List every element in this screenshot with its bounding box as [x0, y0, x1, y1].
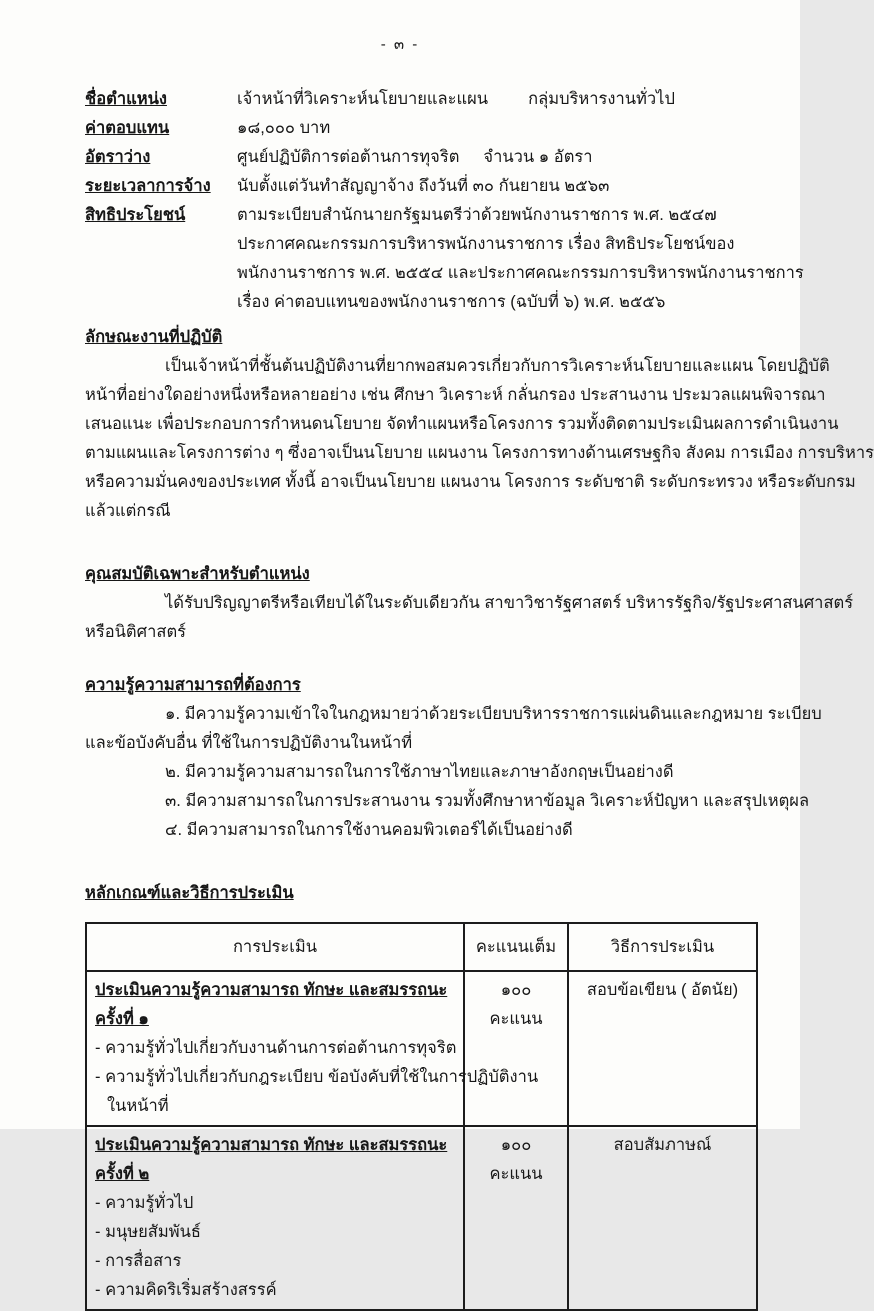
paragraph-line: ตามแผนและโครงการต่าง ๆ ซึ่งอาจเป็นนโยบาย แผนงาน โครงการทางด้านเศรษฐกิจ สังคม การเมือง การบริหาร: [85, 444, 874, 462]
method-cell: สอบข้อเขียน ( อัตนัย): [568, 971, 757, 1126]
field-vacancy-value: [237, 143, 756, 172]
assessment-bullet: - ความรู้ทั่วไปเกี่ยวกับงานด้านการต่อต้านการทุจริต: [95, 1039, 457, 1057]
assessment-title: ประเมินความรู้ความสามารถ ทักษะ และสมรรถนะ ครั้งที่ ๑: [95, 981, 448, 1028]
field-duration-value: นับตั้งแต่วันทำสัญญาจ้าง ถึงวันที่ ๓๐ กันยายน ๒๕๖๓: [237, 177, 610, 195]
benefits-line: เรื่อง ค่าตอบแทนของพนักงานราชการ (ฉบับที่ ๖) พ.ศ. ๒๕๕๖: [237, 293, 666, 311]
benefits-line: ตามระเบียบสำนักนายกรัฐมนตรีว่าด้วยพนักงานราชการ พ.ศ. ๒๕๔๗: [237, 206, 717, 224]
required-knowledge-list: [85, 700, 822, 845]
knowledge-item-continuation: และข้อบังคับอื่น ที่ใช้ในการปฏิบัติงานในหน้าที่: [85, 734, 413, 752]
assessment-cell: [86, 1126, 464, 1310]
assessment-title: ประเมินความรู้ความสามารถ ทักษะ และสมรรถนะ ครั้งที่ ๒: [95, 1136, 448, 1183]
paragraph-line: เสนอแนะ เพื่อประกอบการกำหนดนโยบาย จัดทำแผนหรือโครงการ รวมทั้งติดตามประเมินผลการดำเนินงาน: [85, 415, 839, 433]
field-salary-value: ๑๘,๐๐๐ บาท: [237, 119, 331, 137]
paragraph-line: เป็นเจ้าหน้าที่ชั้นต้นปฏิบัติงานที่ยากพอสมควรเกี่ยวกับการวิเคราะห์นโยบายและแผน โดยปฏิบัติ: [165, 357, 830, 375]
job-description-paragraph: [85, 352, 874, 526]
assessment-bullet: - ความรู้ทั่วไป: [95, 1194, 194, 1212]
evaluation-heading: หลักเกณฑ์และวิธีการประเมิน: [85, 884, 294, 902]
page-content: [85, 85, 874, 1311]
paragraph-line: หรือความมั่นคงของประเทศ ทั้งนี้ อาจเป็นนโยบาย แผนงาน โครงการ ระดับชาติ ระดับกระทรวง หรือระดับกรม: [85, 473, 856, 491]
benefits-line: ประกาศคณะกรรมการบริหารพนักงานราชการ เรื่อง สิทธิประโยชน์ของ: [237, 235, 735, 253]
position-title: เจ้าหน้าที่วิเคราะห์นโยบายและแผน: [237, 90, 489, 108]
table-row: [86, 1126, 757, 1310]
benefits-line: พนักงานราชการ พ.ศ. ๒๕๕๔ และประกาศคณะกรรมการบริหารพนักงานราชการ: [237, 264, 804, 282]
field-position-label: ชื่อตำแหน่ง: [85, 90, 167, 108]
assessment-bullet: - การสื่อสาร: [95, 1252, 182, 1270]
assessment-bullet-continuation: ในหน้าที่: [107, 1097, 169, 1115]
field-benefits-label: สิทธิประโยชน์: [85, 206, 186, 224]
field-benefits-value: [237, 201, 804, 317]
knowledge-item: ๑. มีความรู้ความเข้าใจในกฎหมายว่าด้วยระเบียบบริหารราชการแผ่นดินและกฎหมาย ระเบียบ: [165, 705, 822, 723]
score-cell: ๑๐๐ คะแนน: [464, 971, 568, 1126]
vacancy-unit: ศูนย์ปฏิบัติการต่อต้านการทุจริต: [237, 148, 460, 166]
assessment-bullet: - ความคิดริเริ่มสร้างสรรค์: [95, 1281, 277, 1299]
table-row: [86, 971, 757, 1126]
required-knowledge-heading: ความรู้ความสามารถที่ต้องการ: [85, 676, 301, 694]
qualifications-paragraph: [85, 589, 854, 647]
position-group: กลุ่มบริหารงานทั่วไป: [528, 90, 675, 108]
field-benefits: [85, 201, 804, 317]
field-vacancy: [85, 143, 756, 172]
score-cell: ๑๐๐ คะแนน: [464, 1126, 568, 1310]
evaluation-table: [85, 922, 758, 1311]
paragraph-line: ได้รับปริญญาตรีหรือเทียบได้ในระดับเดียวกัน สาขาวิชารัฐศาสตร์ บริหารรัฐกิจ/รัฐประศาสนศาสตร์: [165, 594, 854, 612]
assessment-bullet: - มนุษยสัมพันธ์: [95, 1223, 201, 1241]
assessment-bullet: - ความรู้ทั่วไปเกี่ยวกับกฎระเบียบ ข้อบังคับที่ใช้ในการปฏิบัติงาน: [95, 1068, 539, 1086]
field-salary-label: ค่าตอบแทน: [85, 119, 170, 137]
page-number: - ๓ -: [380, 36, 420, 53]
paragraph-line: หรือนิติศาสตร์: [85, 623, 187, 641]
header-assessment: การประเมิน: [86, 923, 464, 971]
field-duration: [85, 172, 756, 201]
field-duration-label: ระยะเวลาการจ้าง: [85, 177, 211, 195]
table-header-row: [86, 923, 757, 971]
method-cell: สอบสัมภาษณ์: [568, 1126, 757, 1310]
paragraph-line: แล้วแต่กรณี: [85, 502, 171, 520]
header-max-score: คะแนนเต็ม: [464, 923, 568, 971]
knowledge-item: ๒. มีความรู้ความสามารถในการใช้ภาษาไทยและภาษาอังกฤษเป็นอย่างดี: [165, 763, 674, 781]
field-salary: [85, 114, 756, 143]
vacancy-count: จำนวน ๑ อัตรา: [483, 148, 593, 166]
paragraph-line: หน้าที่อย่างใดอย่างหนึ่งหรือหลายอย่าง เช่น ศึกษา วิเคราะห์ กลั่นกรอง ประสานงาน ประมวลแผนพิจารณา: [85, 386, 826, 404]
knowledge-item: ๔. มีความสามารถในการใช้งานคอมพิวเตอร์ได้เป็นอย่างดี: [165, 821, 573, 839]
header-method: วิธีการประเมิน: [568, 923, 757, 971]
qualifications-heading: คุณสมบัติเฉพาะสำหรับตำแหน่ง: [85, 565, 310, 583]
job-description-heading: ลักษณะงานที่ปฏิบัติ: [85, 328, 223, 346]
field-vacancy-label: อัตราว่าง: [85, 148, 151, 166]
field-position-value: [237, 85, 756, 114]
field-position: [85, 85, 756, 114]
knowledge-item: ๓. มีความสามารถในการประสานงาน รวมทั้งศึกษาหาข้อมูล วิเคราะห์ปัญหา และสรุปเหตุผล: [165, 792, 810, 810]
